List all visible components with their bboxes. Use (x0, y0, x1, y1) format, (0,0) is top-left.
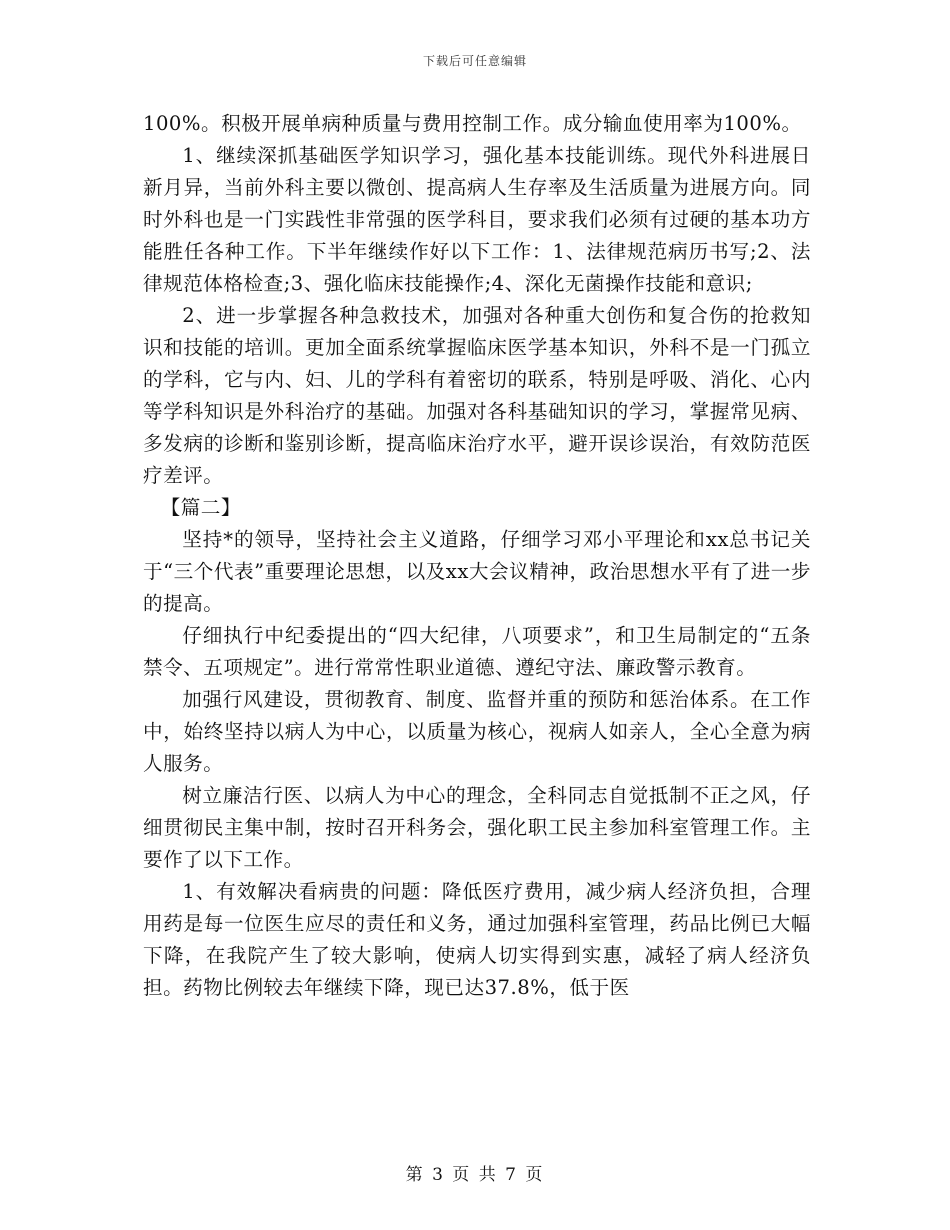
paragraph-cost-control: 1、有效解决看病贵的问题：降低医疗费用，减少病人经济负担，合理用药是每一位医生应尽的责任和义务，通过加强科室管理，药品比例已大幅下降，在我院产生了较大影响，使病人切实得到实惠，减轻了病人经济负担。药物比例较去年继续下降，现已达37.8%，低于医 (143, 880, 811, 999)
paragraph-politics: 坚持*的领导，坚持社会主义道路，仔细学习邓小平理论和xx总书记关于“三个代表”重要理论思想，以及xx大会议精神，政治思想水平有了进一步的提高。 (143, 528, 811, 615)
paragraph-discipline: 仔细执行中纪委提出的“四大纪律，八项要求”，和卫生局制定的“五条禁令、五项规定”。进行常常性职业道德、遵纪守法、廉政警示教育。 (143, 624, 811, 679)
document-body (143, 108, 811, 1004)
paragraph-item-1: 1、继续深抓基础医学知识学习，强化基本技能训练。现代外科进展日新月异，当前外科主要以微创、提高病人生存率及生活质量为进展方向。同时外科也是一门实践性非常强的医学科目，要求我们必须有过硬的基本功方能胜任各种工作。下半年继续作好以下工作：1、法律规范病历书写;2、法律规范体格检查;3、强化临床技能操作;4、深化无菌操作技能和意识; (143, 144, 811, 295)
section-heading: 【篇二】 (160, 496, 241, 519)
page-number: 第 3 页 共 7 页 (405, 1165, 545, 1185)
paragraph-style: 加强行风建设，贯彻教育、制度、监督并重的预防和惩治体系。在工作中，始终坚持以病人为中心，以质量为核心，视病人如亲人，全心全意为病人服务。 (143, 688, 811, 775)
paragraph-continuation: 100%。积极开展单病种质量与费用控制工作。成分输血使用率为100%。 (143, 112, 802, 135)
page-header: 下载后可任意编辑 (422, 54, 527, 68)
paragraph-integrity: 树立廉洁行医、以病人为中心的理念，全科同志自觉抵制不正之风，仔细贯彻民主集中制，按时召开科务会，强化职工民主参加科室管理工作。主要作了以下工作。 (143, 784, 811, 871)
paragraph-item-2: 2、进一步掌握各种急救技术，加强对各种重大创伤和复合伤的抢救知识和技能的培训。更加全面系统掌握临床医学基本知识，外科不是一门孤立的学科，它与内、妇、儿的学科有着密切的联系，特别是呼吸、消化、心内等学科知识是外科治疗的基础。加强对各科基础知识的学习，掌握常见病、多发病的诊断和鉴别诊断，提高临床治疗水平，避开误诊误治，有效防范医疗差评。 (143, 304, 811, 487)
